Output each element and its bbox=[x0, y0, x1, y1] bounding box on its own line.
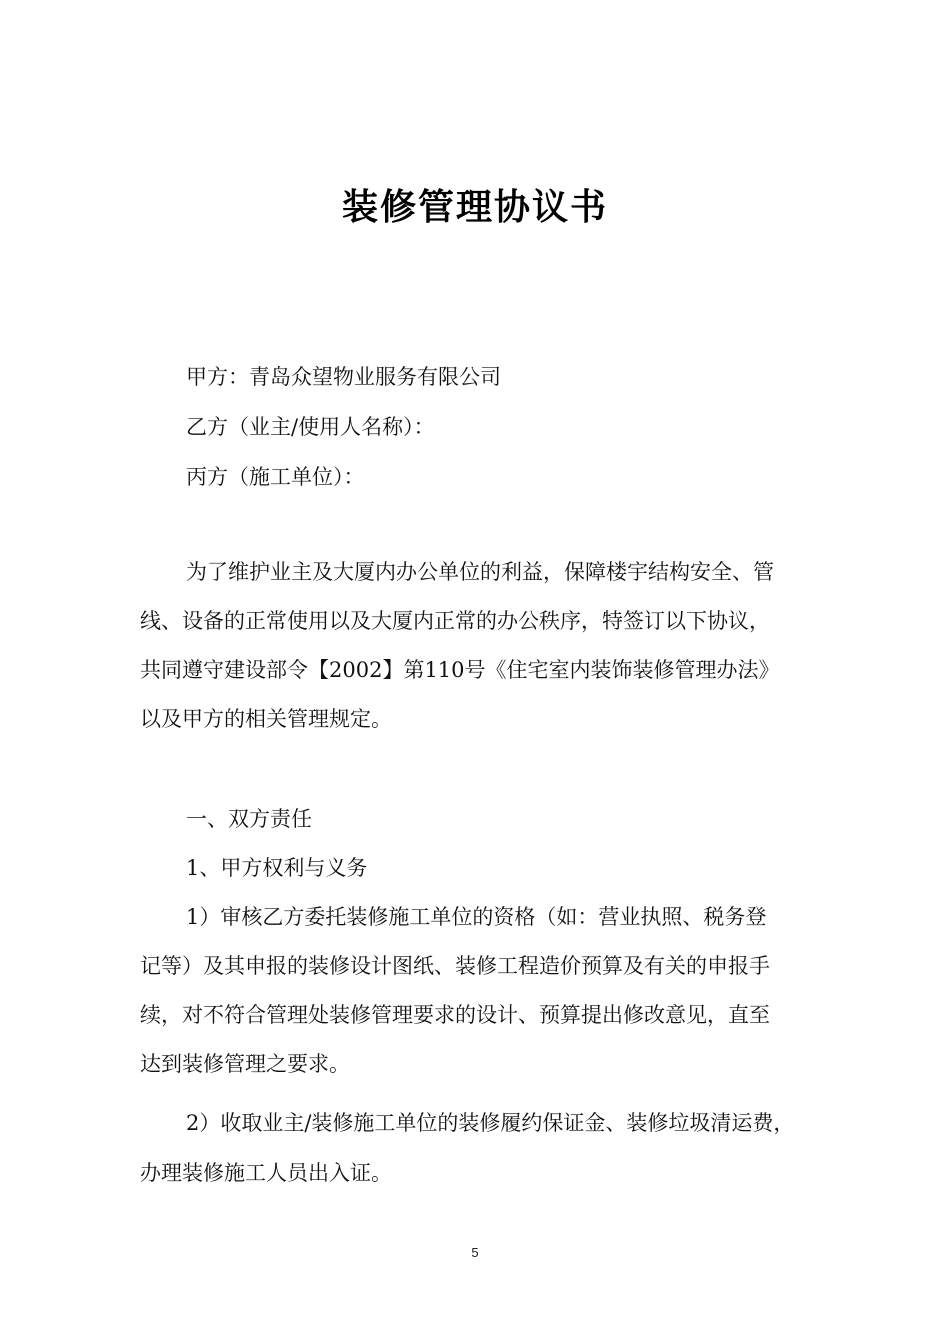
preamble-line: 线、设备的正常使用以及大厦内正常的办公秩序，特签订以下协议， bbox=[140, 609, 770, 633]
section-heading: 一、双方责任 bbox=[186, 807, 312, 831]
document-title: 装修管理协议书 bbox=[341, 187, 608, 228]
party-c-line: 丙方（施工单位）： bbox=[186, 465, 365, 489]
preamble-line: 为了维护业主及大厦内办公单位的利益，保障楼宇结构安全、管 bbox=[186, 560, 774, 584]
item1-line: 记等）及其申报的装修设计图纸、装修工程造价预算及有关的申报手 bbox=[140, 954, 770, 978]
preamble-line: 以及甲方的相关管理规定。 bbox=[140, 707, 392, 731]
item2-line: 办理装修施工人员出入证。 bbox=[140, 1161, 392, 1185]
item1-line: 1）审核乙方委托装修施工单位的资格（如：营业执照、税务登 bbox=[186, 905, 767, 929]
party-a-line: 甲方：青岛众望物业服务有限公司 bbox=[186, 365, 501, 389]
item1-line: 达到装修管理之要求。 bbox=[140, 1052, 350, 1076]
subsection-heading: 1、甲方权利与义务 bbox=[186, 856, 368, 880]
item2-line: 2）收取业主/装修施工单位的装修履约保证金、装修垃圾清运费， bbox=[186, 1111, 795, 1135]
page-number: 5 bbox=[471, 1245, 479, 1260]
item1-line: 续，对不符合管理处装修管理要求的设计、预算提出修改意见，直至 bbox=[140, 1003, 770, 1027]
preamble-line: 共同遵守建设部令【2002】第110号《住宅室内装饰装修管理办法》 bbox=[140, 658, 780, 682]
party-b-line: 乙方（业主/使用人名称）： bbox=[186, 415, 435, 439]
